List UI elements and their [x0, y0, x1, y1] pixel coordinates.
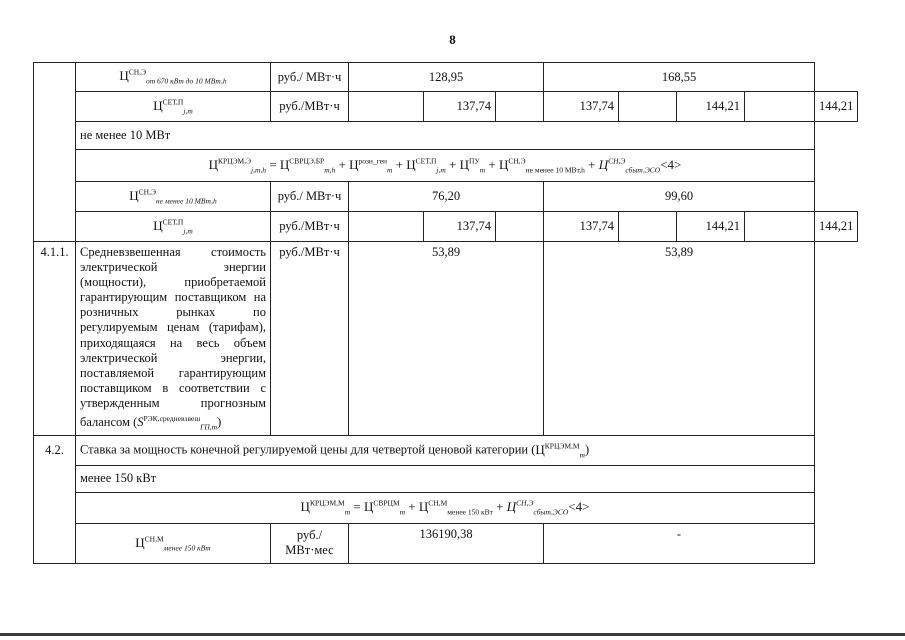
table-row — [34, 122, 858, 150]
table-row — [34, 182, 858, 212]
symbol-cell: $Ц^{СН,Э}_{от 670 кВт до 10 МВт,h}$ — [76, 63, 271, 92]
table-row — [34, 523, 858, 563]
table-row — [34, 150, 858, 182]
unit-cell: руб./ МВт·ч — [271, 63, 349, 92]
table-row — [34, 63, 858, 92]
value-cell: 144,21 — [677, 212, 745, 242]
value-cell: - — [544, 523, 815, 563]
value-cell: 128,95 — [349, 63, 544, 92]
value-cell: 137,74 — [544, 212, 619, 242]
value-cell: 53,89 — [349, 242, 544, 436]
value-cell: 137,74 — [544, 92, 619, 122]
table-row — [34, 242, 858, 436]
table-row — [34, 435, 858, 465]
unit-cell: руб./МВт·ч — [271, 242, 349, 436]
value-cell: 144,21 — [815, 212, 858, 242]
value-cell: 137,74 — [424, 212, 496, 242]
formula: $Ц^{КРЦЭМ,М}_m = Ц^{СВРЦМ}_m + Ц^{СН,М}_{менее 150 кВт} + Ц^{СН,Э}_{сбыт,ЭСО}<4>$ — [300, 498, 590, 517]
empty-cell — [349, 92, 424, 122]
empty-cell — [496, 212, 544, 242]
unit-cell: руб./МВт·ч — [271, 212, 349, 242]
value-cell: 99,60 — [544, 182, 815, 212]
section-label: менее 150 кВт — [76, 465, 815, 492]
value-cell: 137,74 — [424, 92, 496, 122]
symbol-cell: $Ц^{СН,М}_{менее 150 кВт}$ — [76, 523, 271, 563]
empty-cell — [745, 92, 815, 122]
table-row — [34, 212, 858, 242]
value-cell: 76,20 — [349, 182, 544, 212]
description-cell: Средневзвешенная стоимость электрической энергии (мощности), приобретаемой гарантирующим поставщиком на розничных рынках по регулируемым ценам (тарифам), приходящаяся на весь объем электрической энергии, поставляемой гарантирующим поставщиком в соответствии с утвержденным прогнозным балансом $(S^{РЭК,средневзвеш}_{ГП,m})$ — [76, 242, 271, 436]
empty-cell — [745, 212, 815, 242]
section-label: не менее 10 МВт — [76, 122, 815, 150]
value-cell: 144,21 — [815, 92, 858, 122]
empty-cell — [349, 212, 424, 242]
formula: $Ц^{КРЦЭМ,Э}_{j,m,h} = Ц^{СВРЦЭ,БР}_{m,h} + Ц^{розн\_ген}_m + Ц^{СЕТ,П}_{j,m} + Ц^{ПУ}_m + Ц^{СН,Э}_{не менее 10 МВт,h} + Ц^{СН,Э}_{сбыт,ЭСО}<4>$ — [208, 156, 682, 175]
tariff-table — [33, 62, 858, 564]
formula-cell — [76, 150, 815, 182]
row-number-cell — [34, 63, 76, 242]
formula-cell — [76, 492, 815, 523]
unit-cell: руб./ МВт·ч — [271, 182, 349, 212]
table-row — [34, 492, 858, 523]
bottom-scan-edge — [0, 633, 905, 636]
empty-cell — [496, 92, 544, 122]
empty-cell — [619, 212, 677, 242]
unit-cell: руб./МВт·ч — [271, 92, 349, 122]
value-cell: 136190,38 — [349, 523, 544, 563]
row-number: 4.2. — [34, 435, 76, 563]
row-number: 4.1.1. — [34, 242, 76, 436]
unit-cell: руб./ МВт·мес — [271, 523, 349, 563]
value-cell: 168,55 — [544, 63, 815, 92]
symbol-cell: $Ц^{СН,Э}_{не менее 10 МВт,h}$ — [76, 182, 271, 212]
symbol-cell: $Ц^{СЕТ,П}_{j,m}$ — [76, 92, 271, 122]
empty-cell — [619, 92, 677, 122]
table-row — [34, 465, 858, 492]
value-cell: 144,21 — [677, 92, 745, 122]
symbol-cell: $Ц^{СЕТ,П}_{j,m}$ — [76, 212, 271, 242]
page-number: 8 — [449, 32, 456, 47]
value-cell: 53,89 — [544, 242, 815, 436]
section-heading: Ставка за мощность конечной регулируемой цены для четвертой ценовой категории $(Ц^{КРЦЭМ,М}_m)$ — [76, 435, 815, 465]
table-row — [34, 92, 858, 122]
